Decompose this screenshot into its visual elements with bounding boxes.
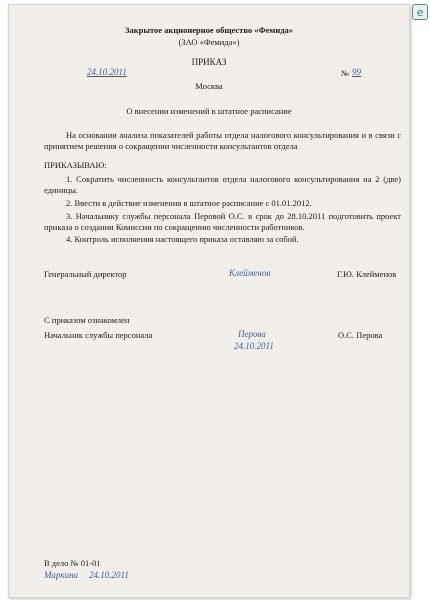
acquaintance-title: Начальник службы персонала	[44, 330, 153, 340]
filing-label: В дело № 01-01	[44, 558, 101, 568]
acquaintance-date: 24.10.2011	[234, 341, 274, 351]
acquaintance-label: С приказом ознакомлен	[44, 315, 130, 325]
doc-type-title: ПРИКАЗ	[191, 57, 227, 67]
acquaintance-name: О.С. Перова	[338, 330, 383, 340]
order-subject: О внесении изменений в штатное расписание	[126, 106, 292, 116]
org-short-name: (ЗАО «Фемида»)	[178, 37, 240, 47]
preamble-text: На основании анализа показателей работы отдела налогового консультирования и в связи с принятием решения о сокращении численности консультантов отдела	[44, 130, 401, 151]
director-signature: Клейменов	[229, 268, 271, 278]
director-title: Генеральный директор	[44, 269, 127, 279]
order-item-2: 2. Ввести в действие изменения в штатное расписание с 01.01.2012.	[66, 198, 312, 208]
filing-date: 24.10.2011	[89, 570, 129, 580]
acquaintance-signature: Перова	[238, 329, 266, 339]
order-item-1: 1. Сократить численность консультантов отдела налогового консультирования на 2 (две) единицы.	[44, 174, 401, 195]
city: Москва	[195, 81, 223, 91]
filing-signature: Маркина	[44, 570, 79, 580]
order-number-label: №	[341, 68, 350, 78]
document-page	[8, 4, 410, 598]
director-name: Г.Ю. Клейменов	[337, 269, 397, 279]
order-date: 24.10.2011	[87, 67, 127, 77]
order-word: ПРИКАЗЫВАЮ:	[44, 160, 107, 170]
order-item-3: 3. Начальнику службы персонала Перовой О.С. в срок до 28.10.2011 подготовить проект приказа о создании Комиссии по сокращению численности работников.	[44, 211, 401, 232]
order-item-4: 4. Контроль исполнения настоящего приказа оставляю за собой.	[66, 234, 299, 244]
circled-e-logo-icon: е	[412, 4, 428, 20]
order-number: 99	[352, 67, 361, 77]
org-name: Закрытое акционерное общество «Фемида»	[124, 25, 294, 35]
